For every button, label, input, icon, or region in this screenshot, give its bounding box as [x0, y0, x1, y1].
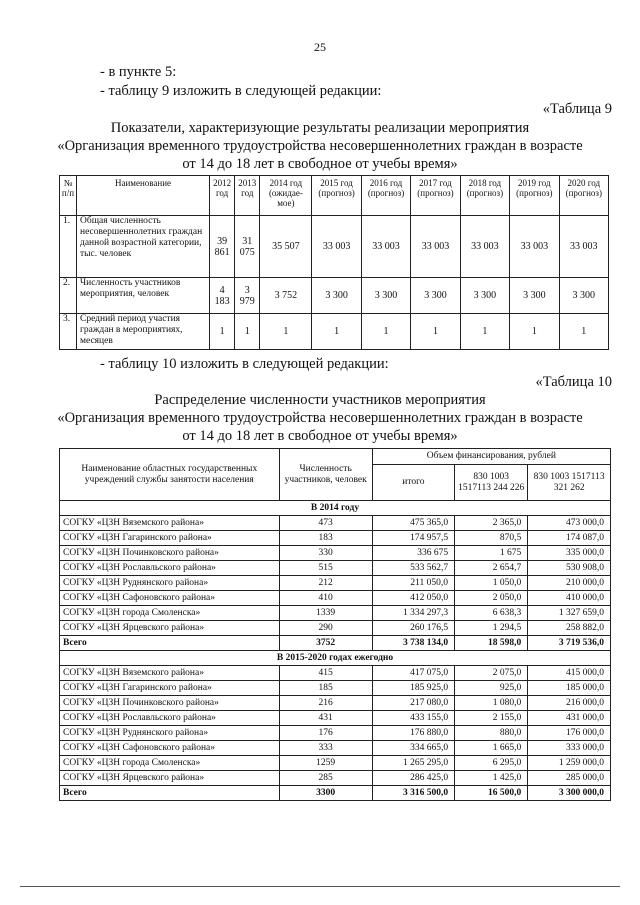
funding-code1: 2 654,7 — [455, 561, 528, 576]
table-row — [60, 591, 611, 606]
table-row — [60, 531, 611, 546]
org-name: СОГКУ «ЦЗН Починковского района» — [60, 696, 280, 711]
row-value: 31 075 — [235, 216, 260, 278]
funding-total: 475 365,0 — [372, 516, 454, 531]
funding-code1: 870,5 — [455, 531, 528, 546]
table9-instruction: - таблицу 9 изложить в следующей редакции: — [100, 83, 382, 99]
table10 — [59, 448, 611, 801]
row-value: 3 300 — [460, 278, 509, 314]
funding-code2: 3 719 536,0 — [528, 636, 611, 651]
funding-code1: 1 675 — [455, 546, 528, 561]
table9-row — [60, 216, 609, 278]
org-name: СОГКУ «ЦЗН Рославльского района» — [60, 711, 280, 726]
org-name: СОГКУ «ЦЗН города Смоленска» — [60, 756, 280, 771]
row-number: 1. — [60, 216, 77, 278]
row-value: 1 — [361, 314, 410, 350]
org-name: СОГКУ «ЦЗН Руднянского района» — [60, 726, 280, 741]
row-value: 39 861 — [210, 216, 235, 278]
funding-total: 174 957,5 — [372, 531, 454, 546]
row-value: 3 300 — [559, 278, 608, 314]
row-value: 3 979 — [235, 278, 260, 314]
total-row — [60, 786, 611, 801]
section-header-row — [60, 651, 611, 666]
row-value: 3 300 — [361, 278, 410, 314]
funding-code1: 1 050,0 — [455, 576, 528, 591]
funding-code1: 1 080,0 — [455, 696, 528, 711]
row-number: 2. — [60, 278, 77, 314]
bottom-rule — [20, 886, 620, 887]
row-value: 33 003 — [411, 216, 460, 278]
table-row — [60, 771, 611, 786]
row-value: 1 — [460, 314, 509, 350]
row-value: 1 — [510, 314, 559, 350]
table10-title-line1: Распределение численности участников мероприятия — [154, 392, 486, 408]
participant-count: 415 — [279, 666, 372, 681]
table-row — [60, 726, 611, 741]
funding-code2: 410 000,0 — [528, 591, 611, 606]
org-name: СОГКУ «ЦЗН Вяземского района» — [60, 516, 280, 531]
table10-title-line2: «Организация временного трудоустройства несовершеннолетних граждан в возрасте — [57, 410, 583, 426]
table10-label: «Таблица 10 — [535, 374, 612, 390]
row-value: 4 183 — [210, 278, 235, 314]
funding-code2: 335 000,0 — [528, 546, 611, 561]
row-value: 33 003 — [312, 216, 361, 278]
row-number: 3. — [60, 314, 77, 350]
table-row — [60, 576, 611, 591]
funding-code2: 285 000,0 — [528, 771, 611, 786]
participant-count: 1339 — [279, 606, 372, 621]
row-name: Численность участников мероприятия, человек — [77, 278, 210, 314]
table10-instruction: - таблицу 10 изложить в следующей редакции: — [100, 356, 389, 372]
table9-label: «Таблица 9 — [542, 101, 612, 117]
header-org: Наименование областных государственных учреждений службы занятости населения — [60, 449, 280, 501]
header-total: итого — [372, 465, 454, 501]
table9-title-line1: Показатели, характеризующие результаты реализации мероприятия — [110, 120, 530, 136]
org-name: СОГКУ «ЦЗН Гагаринского района» — [60, 531, 280, 546]
row-value: 33 003 — [559, 216, 608, 278]
row-value: 3 752 — [260, 278, 312, 314]
participant-count: 185 — [279, 681, 372, 696]
participant-count: 431 — [279, 711, 372, 726]
funding-code1: 6 638,3 — [455, 606, 528, 621]
funding-code2: 3 300 000,0 — [528, 786, 611, 801]
header-name: Наименование — [77, 176, 210, 216]
table-row — [60, 546, 611, 561]
funding-total: 336 675 — [372, 546, 454, 561]
header-2014: 2014 год (ожидае-мое) — [260, 176, 312, 216]
org-name: СОГКУ «ЦЗН Сафоновского района» — [60, 591, 280, 606]
header-num: № п/п — [60, 176, 77, 216]
funding-code1: 2 050,0 — [455, 591, 528, 606]
org-name: СОГКУ «ЦЗН Ярцевского района» — [60, 771, 280, 786]
funding-code1: 6 295,0 — [455, 756, 528, 771]
funding-total: 1 265 295,0 — [372, 756, 454, 771]
row-value: 1 — [312, 314, 361, 350]
table-row — [60, 606, 611, 621]
org-name: СОГКУ «ЦЗН Гагаринского района» — [60, 681, 280, 696]
table-row — [60, 756, 611, 771]
funding-total: 433 155,0 — [372, 711, 454, 726]
table-row — [60, 621, 611, 636]
row-name: Общая численность несовершеннолетних граждан данной возрастной категории, тыс. человек — [77, 216, 210, 278]
row-name: Средний период участия граждан в мероприятиях, месяцев — [77, 314, 210, 350]
table9-row — [60, 278, 609, 314]
table-row — [60, 516, 611, 531]
participant-count: 333 — [279, 741, 372, 756]
funding-code1: 2 365,0 — [455, 516, 528, 531]
funding-total: 1 334 297,3 — [372, 606, 454, 621]
funding-code2: 333 000,0 — [528, 741, 611, 756]
participant-count: 3300 — [279, 786, 372, 801]
page-number: 25 — [314, 40, 326, 54]
funding-total: 412 050,0 — [372, 591, 454, 606]
funding-code2: 1 259 000,0 — [528, 756, 611, 771]
table-row — [60, 696, 611, 711]
row-value: 1 — [260, 314, 312, 350]
row-value: 1 — [210, 314, 235, 350]
funding-total: 185 925,0 — [372, 681, 454, 696]
org-name: СОГКУ «ЦЗН Руднянского района» — [60, 576, 280, 591]
header-2016: 2016 год (прогноз) — [361, 176, 410, 216]
row-value: 33 003 — [361, 216, 410, 278]
funding-code1: 1 294,5 — [455, 621, 528, 636]
header-code2: 830 1003 1517113 321 262 — [528, 465, 611, 501]
participant-count: 3752 — [279, 636, 372, 651]
funding-total: 533 562,7 — [372, 561, 454, 576]
table-row — [60, 681, 611, 696]
table-row — [60, 666, 611, 681]
participant-count: 1259 — [279, 756, 372, 771]
funding-code2: 210 000,0 — [528, 576, 611, 591]
org-name: СОГКУ «ЦЗН Ярцевского района» — [60, 621, 280, 636]
funding-total: 417 075,0 — [372, 666, 454, 681]
funding-code1: 925,0 — [455, 681, 528, 696]
participant-count: 473 — [279, 516, 372, 531]
participant-count: 285 — [279, 771, 372, 786]
header-2015: 2015 год (прогноз) — [312, 176, 361, 216]
funding-code1: 1 665,0 — [455, 741, 528, 756]
section-title: В 2014 году — [60, 501, 611, 516]
header-2019: 2019 год (прогноз) — [510, 176, 559, 216]
funding-code1: 2 155,0 — [455, 711, 528, 726]
row-value: 1 — [235, 314, 260, 350]
row-value: 35 507 — [260, 216, 312, 278]
row-value: 1 — [411, 314, 460, 350]
header-count: Численность участников, человек — [279, 449, 372, 501]
table9 — [59, 175, 609, 350]
intro-item: - в пункте 5: — [100, 64, 177, 80]
section-title: В 2015-2020 годах ежегодно — [60, 651, 611, 666]
funding-code1: 1 425,0 — [455, 771, 528, 786]
funding-total: 217 080,0 — [372, 696, 454, 711]
participant-count: 290 — [279, 621, 372, 636]
table-row — [60, 741, 611, 756]
org-name: Всего — [60, 636, 280, 651]
funding-total: 211 050,0 — [372, 576, 454, 591]
header-2012: 2012 год — [210, 176, 235, 216]
org-name: СОГКУ «ЦЗН Сафоновского района» — [60, 741, 280, 756]
funding-code2: 258 882,0 — [528, 621, 611, 636]
funding-total: 260 176,5 — [372, 621, 454, 636]
row-value: 33 003 — [460, 216, 509, 278]
header-2013: 2013 год — [235, 176, 260, 216]
funding-code2: 1 327 659,0 — [528, 606, 611, 621]
funding-total: 286 425,0 — [372, 771, 454, 786]
table10-header-row1 — [60, 449, 611, 465]
funding-total: 334 665,0 — [372, 741, 454, 756]
funding-total: 3 738 134,0 — [372, 636, 454, 651]
participant-count: 515 — [279, 561, 372, 576]
org-name: СОГКУ «ЦЗН Рославльского района» — [60, 561, 280, 576]
row-value: 1 — [559, 314, 608, 350]
org-name: СОГКУ «ЦЗН города Смоленска» — [60, 606, 280, 621]
funding-code1: 16 500,0 — [455, 786, 528, 801]
row-value: 3 300 — [510, 278, 559, 314]
funding-total: 3 316 500,0 — [372, 786, 454, 801]
funding-code2: 176 000,0 — [528, 726, 611, 741]
table9-title-line2: «Организация временного трудоустройства несовершеннолетних граждан в возрасте — [57, 138, 583, 154]
row-value: 3 300 — [411, 278, 460, 314]
participant-count: 212 — [279, 576, 372, 591]
participant-count: 330 — [279, 546, 372, 561]
participant-count: 410 — [279, 591, 372, 606]
table9-header-row — [60, 176, 609, 216]
participant-count: 216 — [279, 696, 372, 711]
section-header-row — [60, 501, 611, 516]
funding-code2: 431 000,0 — [528, 711, 611, 726]
table-row — [60, 561, 611, 576]
funding-code1: 2 075,0 — [455, 666, 528, 681]
funding-code2: 174 087,0 — [528, 531, 611, 546]
funding-code2: 216 000,0 — [528, 696, 611, 711]
funding-code1: 880,0 — [455, 726, 528, 741]
participant-count: 183 — [279, 531, 372, 546]
funding-code1: 18 598,0 — [455, 636, 528, 651]
participant-count: 176 — [279, 726, 372, 741]
total-row — [60, 636, 611, 651]
table10-title-line3: от 14 до 18 лет в свободное от учебы время» — [182, 428, 458, 444]
header-2018: 2018 год (прогноз) — [460, 176, 509, 216]
table9-row — [60, 314, 609, 350]
header-2017: 2017 год (прогноз) — [411, 176, 460, 216]
row-value: 33 003 — [510, 216, 559, 278]
funding-code2: 530 908,0 — [528, 561, 611, 576]
org-name: СОГКУ «ЦЗН Починковского района» — [60, 546, 280, 561]
funding-code2: 415 000,0 — [528, 666, 611, 681]
table-row — [60, 711, 611, 726]
org-name: СОГКУ «ЦЗН Вяземского района» — [60, 666, 280, 681]
header-funding: Объем финансирования, рублей — [372, 449, 610, 465]
header-code1: 830 1003 1517113 244 226 — [455, 465, 528, 501]
header-2020: 2020 год (прогноз) — [559, 176, 608, 216]
funding-code2: 473 000,0 — [528, 516, 611, 531]
row-value: 3 300 — [312, 278, 361, 314]
org-name: Всего — [60, 786, 280, 801]
funding-total: 176 880,0 — [372, 726, 454, 741]
funding-code2: 185 000,0 — [528, 681, 611, 696]
table9-title-line3: от 14 до 18 лет в свободное от учебы время» — [182, 156, 458, 172]
